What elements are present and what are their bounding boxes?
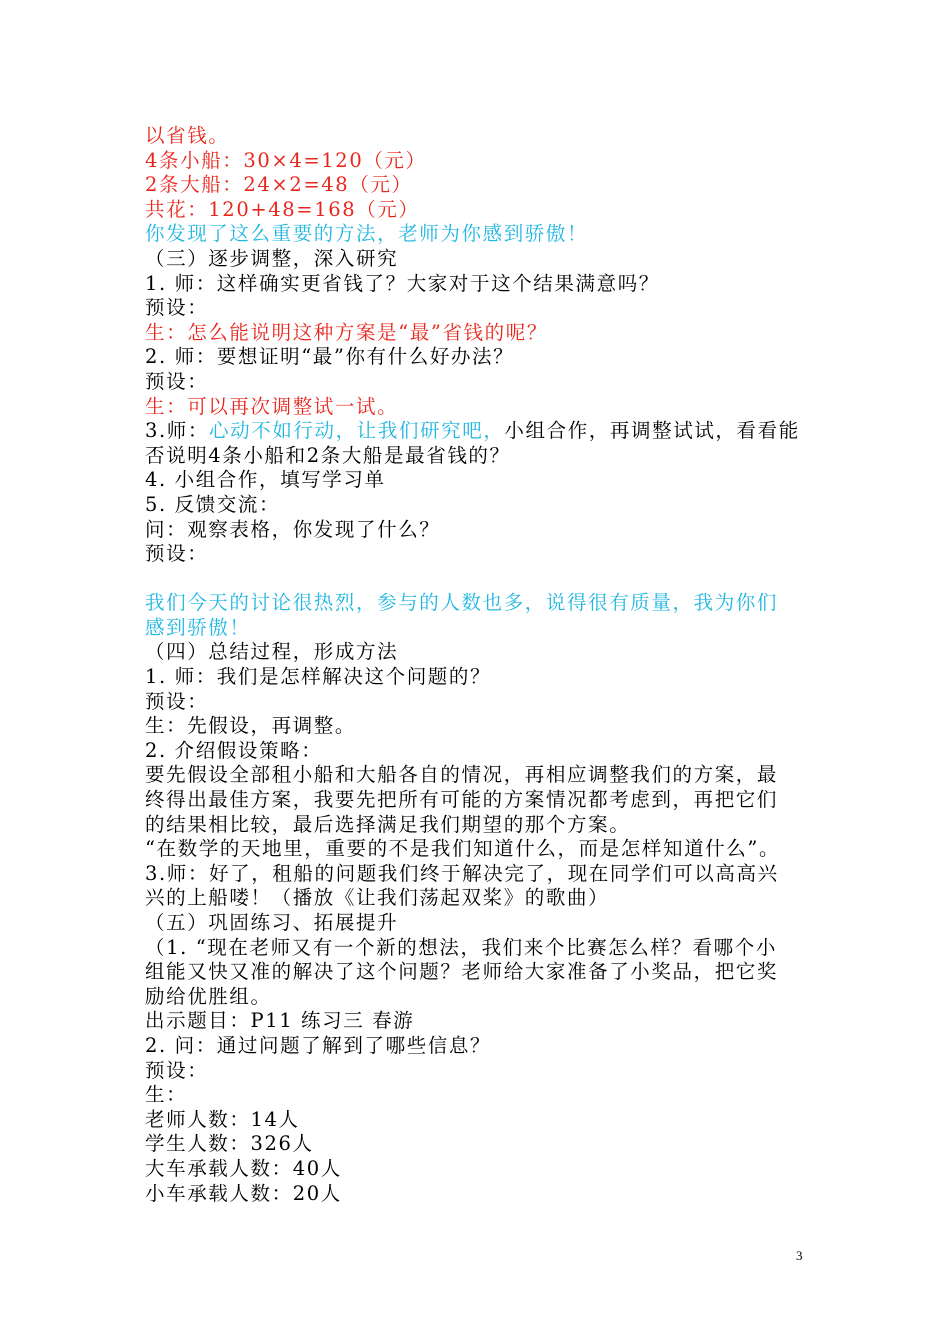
text-line: 2. 介绍假设策略： (145, 738, 323, 762)
text-segment: 3.师： (145, 419, 210, 443)
text-line: 5. 反馈交流： (145, 492, 281, 516)
page-number: 3 (796, 1248, 803, 1263)
text-line: 否说明4条小船和2条大船是最省钱的？ (145, 443, 511, 467)
text-line: 2. 师：要想证明“最”你有什么好办法？ (145, 345, 515, 369)
text-line (145, 419, 810, 444)
text-line: 要先假设全部租小船和大船各自的情况，再相应调整我们的方案，最 (145, 763, 779, 787)
text-segment: 小组合作，再调整试试，看看能 (504, 419, 800, 443)
text-line: 出示题目：P11 练习三 春游 (145, 1009, 415, 1033)
text-line: 预设： (145, 542, 209, 566)
text-line: （1. “现在老师又有一个新的想法，我们来个比赛怎么样？看哪个小 (145, 935, 777, 959)
student-answer-line: 生：怎么能说明这种方案是“最”省钱的呢？ (145, 320, 548, 344)
text-line: 以省钱。 (145, 124, 230, 147)
text-line: 预设： (145, 296, 209, 320)
text-line: 兴的上船喽！（播放《让我们荡起双桨》的歌曲） (145, 886, 610, 910)
praise-line: 你发现了这么重要的方法，老师为你感到骄傲！ (145, 222, 589, 246)
text-line: 共花：120+48=168（元） (145, 197, 420, 221)
text-line: 组能又快又准的解决了这个问题？老师给大家准备了小奖品，把它奖 (145, 960, 779, 984)
blank-line (145, 567, 810, 592)
text-line: 4条小船：30×4=120（元） (145, 148, 427, 172)
info-line: 学生人数：326人 (145, 1132, 314, 1156)
praise-line: 感到骄傲！ (145, 615, 251, 639)
text-line: 生：先假设，再调整。 (145, 714, 357, 738)
section-heading: （三）逐步调整，深入研究 (145, 246, 399, 270)
text-line: 1. 师：这样确实更省钱了？大家对于这个结果满意吗？ (145, 271, 660, 295)
text-line: 4. 小组合作，填写学习单 (145, 468, 386, 492)
student-answer-line: 生：可以再次调整试一试。 (145, 394, 399, 418)
info-line: 小车承载人数：20人 (145, 1181, 342, 1205)
text-line: 生： (145, 1083, 188, 1107)
document-body (145, 124, 810, 1206)
text-line: 励给优胜组。 (145, 984, 272, 1008)
text-line: 1. 师：我们是怎样解决这个问题的？ (145, 665, 492, 689)
text-line: 3.师：好了，租船的问题我们终于解决完了，现在同学们可以高高兴 (145, 861, 779, 885)
text-line: 预设： (145, 689, 209, 713)
praise-line: 我们今天的讨论很热烈，参与的人数也多，说得很有质量，我为你们 (145, 591, 779, 615)
text-line: 终得出最佳方案，我要先把所有可能的方案情况都考虑到，再把它们 (145, 788, 779, 812)
text-line: 2条大船：24×2=48（元） (145, 173, 413, 197)
info-line: 老师人数：14人 (145, 1107, 300, 1131)
text-segment-highlight: 心动不如行动，让我们研究吧， (209, 419, 505, 443)
section-heading: （五）巩固练习、拓展提升 (145, 911, 399, 934)
text-line: 预设： (145, 369, 209, 393)
quote-line: “在数学的天地里，重要的不是我们知道什么，而是怎样知道什么”。 (145, 837, 781, 861)
text-line: 2. 问：通过问题了解到了哪些信息？ (145, 1033, 492, 1057)
text-line: 的结果相比较，最后选择满足我们期望的那个方案。 (145, 812, 631, 836)
text-line: 预设： (145, 1058, 209, 1082)
info-line: 大车承载人数：40人 (145, 1156, 342, 1180)
section-heading: （四）总结过程，形成方法 (145, 640, 399, 664)
text-line: 问：观察表格，你发现了什么？ (145, 517, 441, 541)
